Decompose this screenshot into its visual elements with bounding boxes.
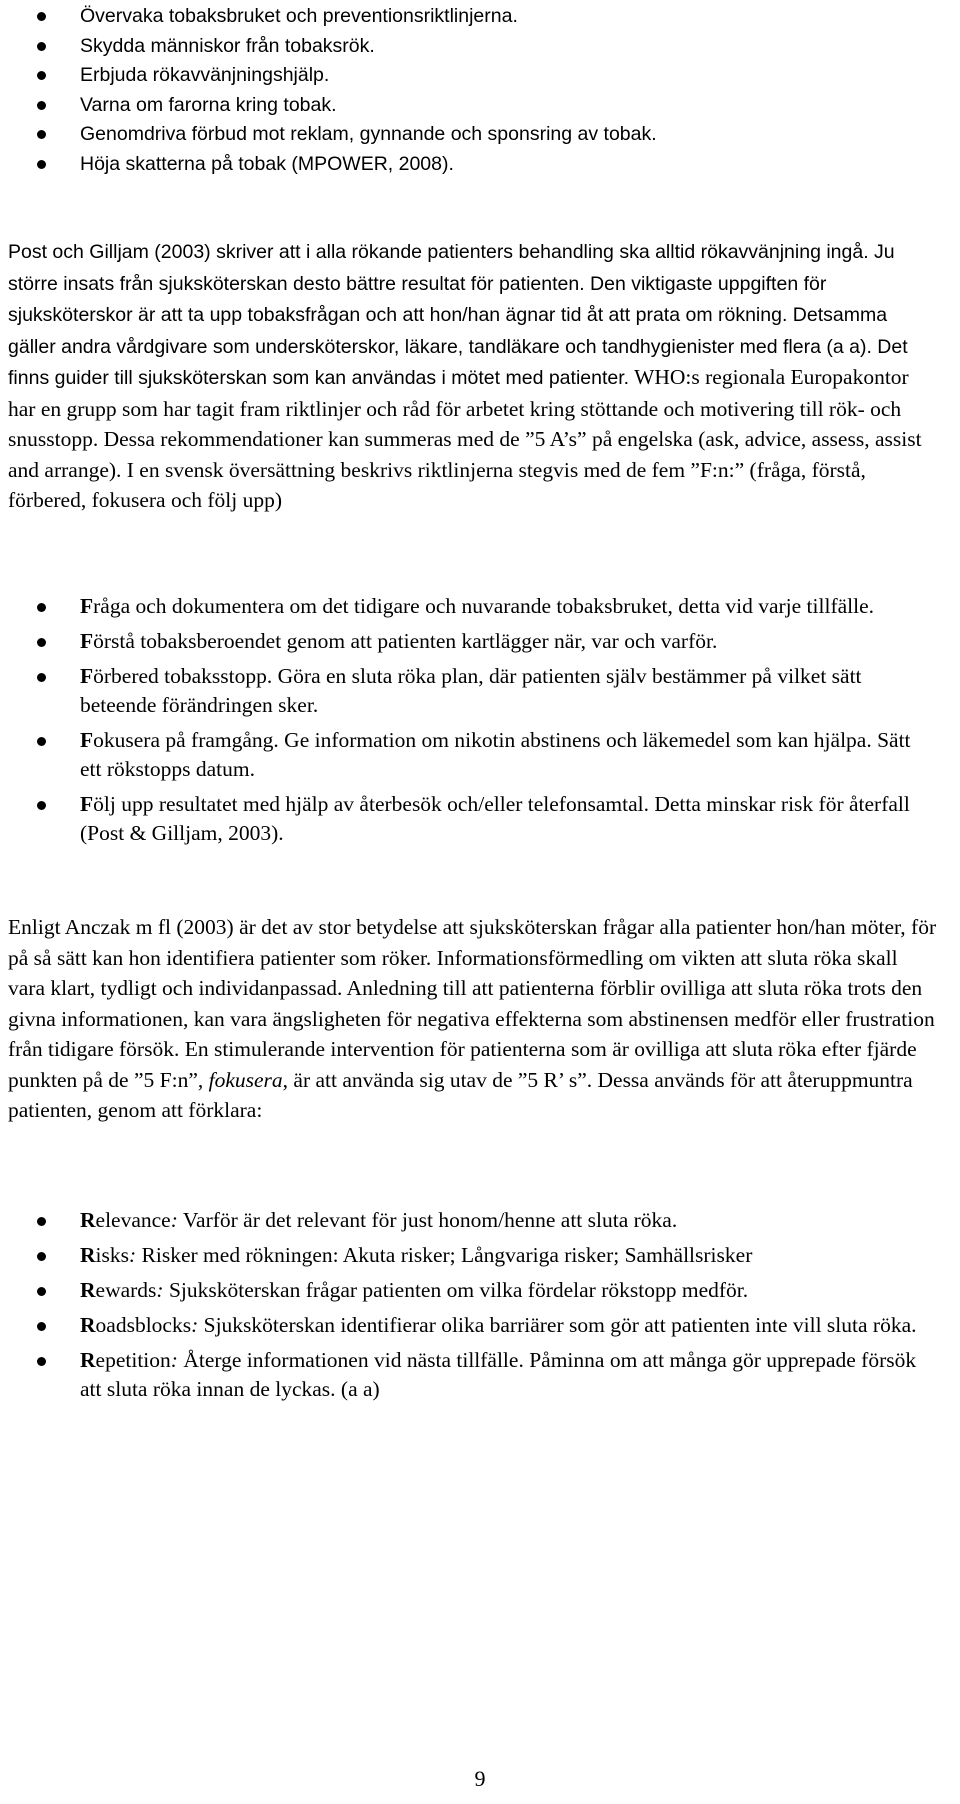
list-item-initial: R	[80, 1313, 96, 1337]
paragraph-anczak-italic: fokusera	[208, 1067, 283, 1092]
bullet-icon	[37, 737, 46, 746]
list-item-text: Skydda människor från tobaksrök.	[80, 34, 375, 57]
list-item-separator: :	[191, 1313, 199, 1337]
paragraph-guidelines-serif-text: WHO:s regionala Europakontor har en grupp som har tagit fram riktlinjer och råd för arbetet kring stöttande och motivering till rök- och snusstopp. Dessa rekommendationer kan summeras med de ”5 A’s” på engelska (ask, advice, assess, assist and arrange). I en svensk översättning beskrivs riktlinjerna stegvis med de fem ”F:n:” (fråga, förstå, förbered, fokusera och följ upp)	[8, 365, 922, 512]
list-item-initial: R	[80, 1348, 96, 1372]
bullet-icon	[37, 801, 46, 810]
list-item	[0, 1276, 925, 1305]
list-item	[0, 32, 925, 62]
paragraph-guidelines	[8, 236, 938, 516]
list-item-text: Sjuksköterskan frågar patienten om vilka fördelar rökstopp medför.	[163, 1278, 749, 1302]
list-item-separator: :	[170, 1208, 178, 1232]
list-item-text: örstå tobaksberoendet genom att patienten kartlägger när, var och varför.	[93, 629, 718, 653]
list-item-separator: :	[129, 1243, 137, 1267]
list-item-initial: F	[80, 594, 94, 618]
list-item-initial: F	[80, 728, 94, 752]
list-item-text: okusera på framgång. Ge information om nikotin abstinens och läkemedel som kan hjälpa. Sätt ett rökstopps datum.	[80, 728, 911, 781]
list-item	[0, 120, 925, 150]
list-item	[0, 2, 925, 32]
bullet-icon	[37, 1217, 46, 1226]
list-item	[0, 61, 925, 91]
paragraph-anczak	[8, 912, 938, 1126]
list-item	[0, 790, 925, 848]
list-item-text: Varna om farorna kring tobak.	[80, 93, 337, 116]
list-item-text: Erbjuda rökavvänjningshjälp.	[80, 64, 330, 86]
list-item-text: Återge informationen vid nästa tillfälle. Påminna om att många gör upprepade försök att sluta röka innan de lyckas. (a a)	[80, 1348, 917, 1401]
list-item	[0, 592, 925, 621]
list-item	[0, 662, 925, 720]
bullet-icon	[37, 673, 46, 682]
bullet-icon	[37, 1287, 46, 1296]
bullet-icon	[37, 42, 46, 51]
bullet-icon	[37, 1357, 46, 1366]
list-item-text: Varför är det relevant för just honom/henne att sluta röka.	[177, 1208, 678, 1232]
list-item-term: epetition	[95, 1348, 171, 1372]
list-item-initial: F	[80, 792, 94, 816]
bullet-icon	[37, 603, 46, 612]
paragraph-anczak-text-1: Enligt Anczak m fl (2003) är det av stor betydelse att sjuksköterskan frågar alla patienter hon/han möter, för på så sätt kan hon identifiera patienter som röker. Informationsförmedling om vikten att sluta röka skall vara klart, tydligt och individanpassad. Anledning till att patienterna förblir ovilliga att sluta röka trots den givna informationen, kan vara ängsligheten för negativa effekterna som abstinensen medför eller frustration från tidigare försök. En stimulerande intervention för patienterna som är ovilliga att sluta röka efter fjärde punkten på de ”5 F:n”,	[8, 915, 937, 1092]
list-item-separator: :	[170, 1348, 178, 1372]
list-item-text: Övervaka tobaksbruket och preventionsriktlinjerna.	[80, 5, 518, 27]
list-item-term: isks	[95, 1243, 129, 1267]
list-item-text: Genomdriva förbud mot reklam, gynnande och sponsring av tobak.	[80, 123, 657, 145]
bullet-icon	[37, 130, 46, 139]
paragraph-guidelines-sans-text: Post och Gilljam (2003) skriver att i alla rökande patienters behandling ska alltid rökavvänjning ingå. Ju större insats från sjuksköterskan desto bättre resultat för patienten. Den viktigaste uppgiften för sjuksköterskor är att ta upp tobaksfrågan och att hon/han ägnar tid åt att prata om rökning. Detsamma gäller andra vårdgivare som undersköterskor, läkare, tandläkare och tandhygienister med flera (a a). Det finns guider till sjuksköterskan som kan användas i mötet med patienter.	[8, 241, 908, 389]
list-item	[0, 1311, 925, 1340]
list-item-initial: F	[80, 664, 94, 688]
list-item-separator: :	[156, 1278, 164, 1302]
list-item-text: ölj upp resultatet med hjälp av återbesök och/eller telefonsamtal. Detta minskar risk för återfall (Post & Gilljam, 2003).	[80, 792, 910, 845]
list-item-term: oadsblocks	[95, 1313, 192, 1337]
page-number: 9	[474, 1766, 486, 1791]
list-item-text: örbered tobaksstopp. Göra en sluta röka plan, där patienten själv bestämmer på vilket sätt beteende förändringen sker.	[80, 664, 862, 717]
bullet-icon	[37, 12, 46, 21]
list-item	[0, 1241, 925, 1270]
list-item-initial: F	[80, 629, 94, 653]
list-item	[0, 1206, 925, 1235]
bullet-icon	[37, 1252, 46, 1261]
list-item-text: råga och dokumentera om det tidigare och nuvarande tobaksbruket, detta vid varje tillfälle.	[93, 594, 875, 618]
list-item-text: Risker med rökningen: Akuta risker; Långvariga risker; Samhällsrisker	[136, 1243, 753, 1267]
list-item-initial: R	[80, 1243, 96, 1267]
list-item-term: ewards	[95, 1278, 157, 1302]
list-item	[0, 627, 925, 656]
list-item-text: Sjuksköterskan identifierar olika barriärer som gör att patienten inte vill sluta röka.	[198, 1313, 917, 1337]
list-item	[0, 91, 925, 121]
list-item-text: Höja skatterna på tobak (MPOWER, 2008).	[80, 152, 454, 175]
bullet-icon	[37, 160, 46, 169]
bullet-icon	[37, 1322, 46, 1331]
list-item	[0, 1346, 925, 1404]
paragraph-anczak-text-2: , är att använda sig utav de ”5 R’ s”. Dessa används för att återuppmuntra patienten, genom att förklara:	[8, 1067, 913, 1122]
five-r-list	[0, 1206, 925, 1410]
list-item	[0, 726, 925, 784]
bullet-icon	[37, 638, 46, 647]
who-mpower-list	[0, 2, 925, 179]
list-item	[0, 150, 925, 180]
bullet-icon	[37, 71, 46, 80]
list-item-initial: R	[80, 1278, 96, 1302]
list-item-term: elevance	[95, 1208, 171, 1232]
list-item-initial: R	[80, 1208, 96, 1232]
bullet-icon	[37, 101, 46, 110]
five-f-list	[0, 592, 925, 854]
